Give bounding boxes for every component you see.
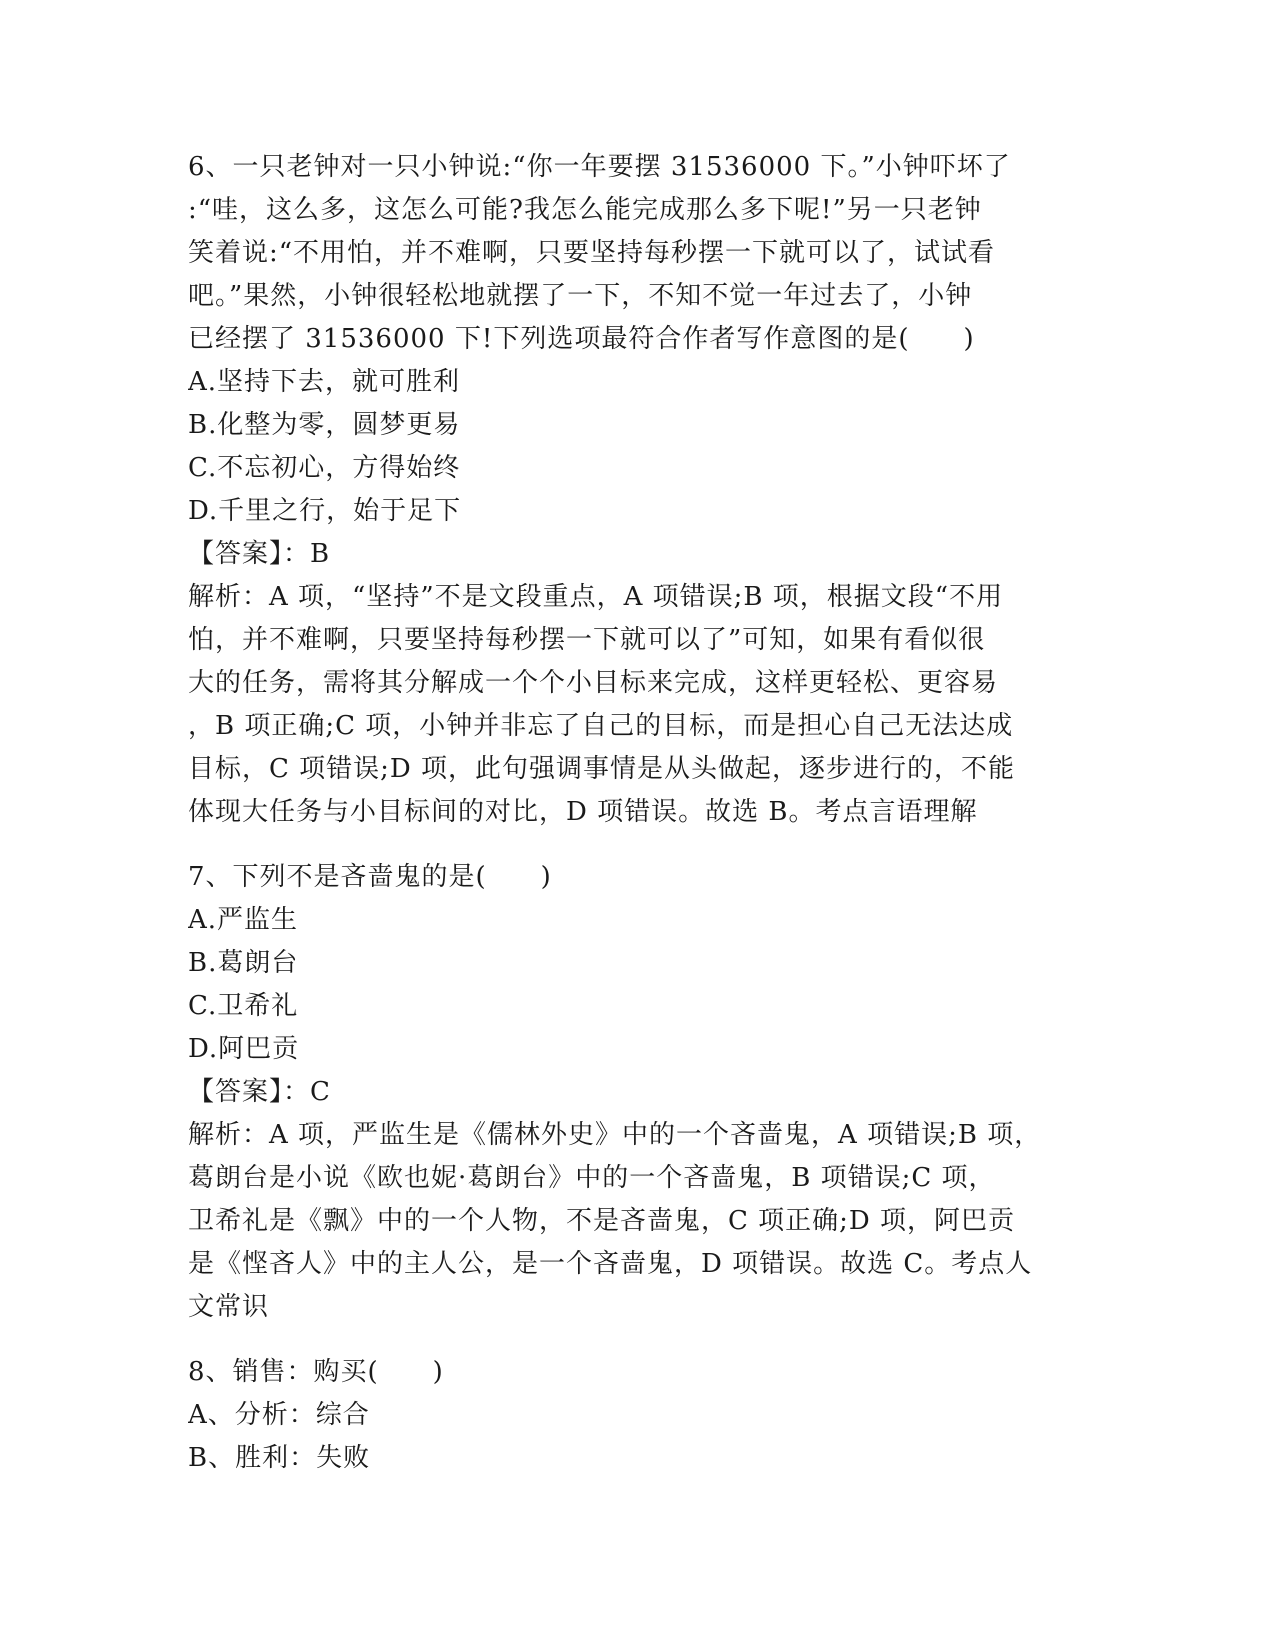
answer-value: C <box>310 1077 331 1107</box>
option-d: D.阿巴贡 <box>188 1034 300 1064</box>
option-b: B、胜利：失败 <box>188 1443 371 1473</box>
question-stem-line: 7、下列不是吝啬鬼的是( ) <box>188 862 552 892</box>
analysis-line: 解析：A 项，严监生是《儒林外史》中的一个吝啬鬼，A 项错误;B 项， <box>188 1120 1042 1150</box>
analysis-line: 大的任务，需将其分解成一个个小目标来完成，这样更轻松、更容易 <box>188 668 999 698</box>
analysis-line: 葛朗台是小说《欧也妮·葛朗台》中的一个吝啬鬼，B 项错误;C 项， <box>188 1163 996 1193</box>
answer-label: 【答案】： <box>188 539 311 569</box>
answer-line <box>188 1071 1088 1114</box>
option-b: B.葛朗台 <box>188 948 299 978</box>
question-6 <box>188 146 1088 834</box>
option-b: B.化整为零，圆梦更易 <box>188 410 461 440</box>
analysis-line: 文常识 <box>188 1292 270 1322</box>
question-separator <box>188 1329 1088 1351</box>
question-stem-line: 8、销售：购买( ) <box>188 1357 444 1387</box>
analysis-line: 卫希礼是《飘》中的一个人物，不是吝啬鬼，C 项正确;D 项，阿巴贡 <box>188 1206 1016 1236</box>
question-stem-line: 6、一只老钟对一只小钟说:“你一年要摆 31536000 下。”小钟吓坏了 <box>188 152 1011 182</box>
answer-value: B <box>310 539 331 569</box>
option-c: C.不忘初心，方得始终 <box>188 453 461 483</box>
question-stem-line: 已经摆了 31536000 下!下列选项最符合作者写作意图的是( ) <box>188 324 975 354</box>
question-7 <box>188 856 1088 1329</box>
option-d: D.千里之行，始于足下 <box>188 496 462 526</box>
question-stem-line: :“哇，这么多，这怎么可能?我怎么能完成那么多下呢!”另一只老钟 <box>188 195 982 225</box>
question-stem-line: 吧。”果然，小钟很轻松地就摆了一下，不知不觉一年过去了，小钟 <box>188 281 973 311</box>
answer-label: 【答案】： <box>188 1077 311 1107</box>
analysis-line: 是《悭吝人》中的主人公，是一个吝啬鬼，D 项错误。故选 C。考点人 <box>188 1249 1033 1279</box>
option-a: A.坚持下去，就可胜利 <box>188 367 461 397</box>
option-a: A.严监生 <box>188 905 299 935</box>
analysis-line: 怕，并不难啊，只要坚持每秒摆一下就可以了”可知，如果有看似很 <box>188 625 986 655</box>
analysis-line: ，B 项正确;C 项，小钟并非忘了自己的目标，而是担心自己无法达成 <box>188 711 1014 741</box>
answer-line <box>188 533 1088 576</box>
option-c: C.卫希礼 <box>188 991 299 1021</box>
analysis-line: 解析：A 项，“坚持”不是文段重点，A 项错误;B 项，根据文段“不用 <box>188 582 1004 612</box>
question-separator <box>188 834 1088 856</box>
document-page <box>188 146 1088 1480</box>
analysis-line: 体现大任务与小目标间的对比，D 项错误。故选 B。考点言语理解 <box>188 797 978 827</box>
question-stem-line: 笑着说:“不用怕，并不难啊，只要坚持每秒摆一下就可以了，试试看 <box>188 238 996 268</box>
option-a: A、分析：综合 <box>188 1400 370 1430</box>
analysis-line: 目标，C 项错误;D 项，此句强调事情是从头做起，逐步进行的，不能 <box>188 754 1016 784</box>
question-8 <box>188 1351 1088 1480</box>
